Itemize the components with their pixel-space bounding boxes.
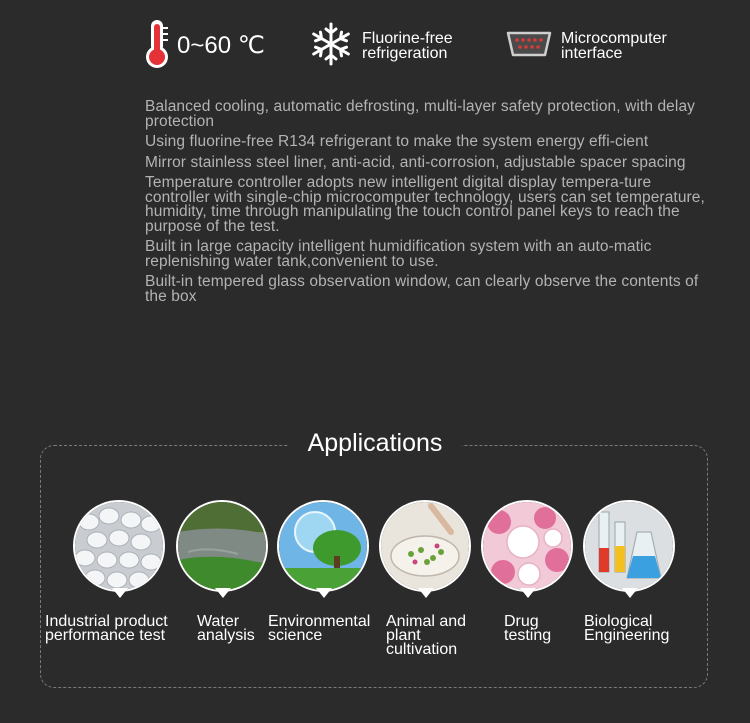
application-label: Drug testing <box>504 613 552 644</box>
temperature-range-text: 0~60 ℃ <box>177 32 265 59</box>
application-cultivation <box>376 500 476 658</box>
description-item: Mirror stainless steel liner, anti-acid, anti-corrosion, adjustable spacer spacing <box>145 153 686 171</box>
feature-interface <box>505 18 667 74</box>
pointer-marker <box>112 588 128 598</box>
feature-refrigeration <box>308 18 453 74</box>
pointer-marker <box>215 588 231 598</box>
serial-port-icon <box>505 29 553 64</box>
applications-title <box>0 427 750 459</box>
applications-title-text: Applications <box>288 429 463 457</box>
application-label: Animal and plant cultivation <box>386 613 467 658</box>
description-item: Built-in tempered glass observation window, can clearly observe the contents of the box <box>145 273 699 305</box>
application-label: Industrial product performance test <box>45 613 168 644</box>
application-drug <box>478 500 578 644</box>
application-water <box>173 500 273 644</box>
pointer-marker <box>520 588 536 598</box>
description-item: Balanced cooling, automatic defrosting, multi-layer safety protection, with delay protection <box>145 98 696 130</box>
petri-dish-seedlings-image <box>379 500 471 592</box>
application-environmental <box>268 500 374 644</box>
application-label: Water analysis <box>197 613 255 644</box>
feature-temperature <box>142 18 265 74</box>
pointer-marker <box>622 588 638 598</box>
application-label: Environmental science <box>268 613 371 644</box>
pointer-marker <box>316 588 332 598</box>
application-industrial <box>45 500 170 644</box>
application-label: Biological Engineering <box>584 613 670 644</box>
application-biological <box>580 500 680 644</box>
refrigeration-text: Fluorine-free refrigeration <box>362 30 453 62</box>
interface-text: Microcomputer interface <box>561 30 667 62</box>
description-item: Using fluorine-free R134 refrigerant to make the system energy effi-cient <box>145 133 649 150</box>
pond-water-image <box>176 500 268 592</box>
lab-glassware-image <box>583 500 675 592</box>
snowflake-icon <box>308 21 354 72</box>
thermometer-icon <box>142 18 172 75</box>
feature-row <box>0 18 750 78</box>
pointer-marker <box>418 588 434 598</box>
feature-description-list <box>145 100 715 310</box>
description-item: Temperature controller adopts new intelligent digital display tempera-ture controller with single-chip microcomputer technology, users can set temperature, humidity, time through manipulating the touch control panel keys to reach the purpose of the test. <box>145 174 705 235</box>
white-pellets-image <box>73 500 165 592</box>
pills-image <box>481 500 573 592</box>
description-item: Built in large capacity intelligent humidification system with an auto-matic replenishing water tank,convenient to use. <box>145 238 652 270</box>
globe-tree-image <box>277 500 369 592</box>
